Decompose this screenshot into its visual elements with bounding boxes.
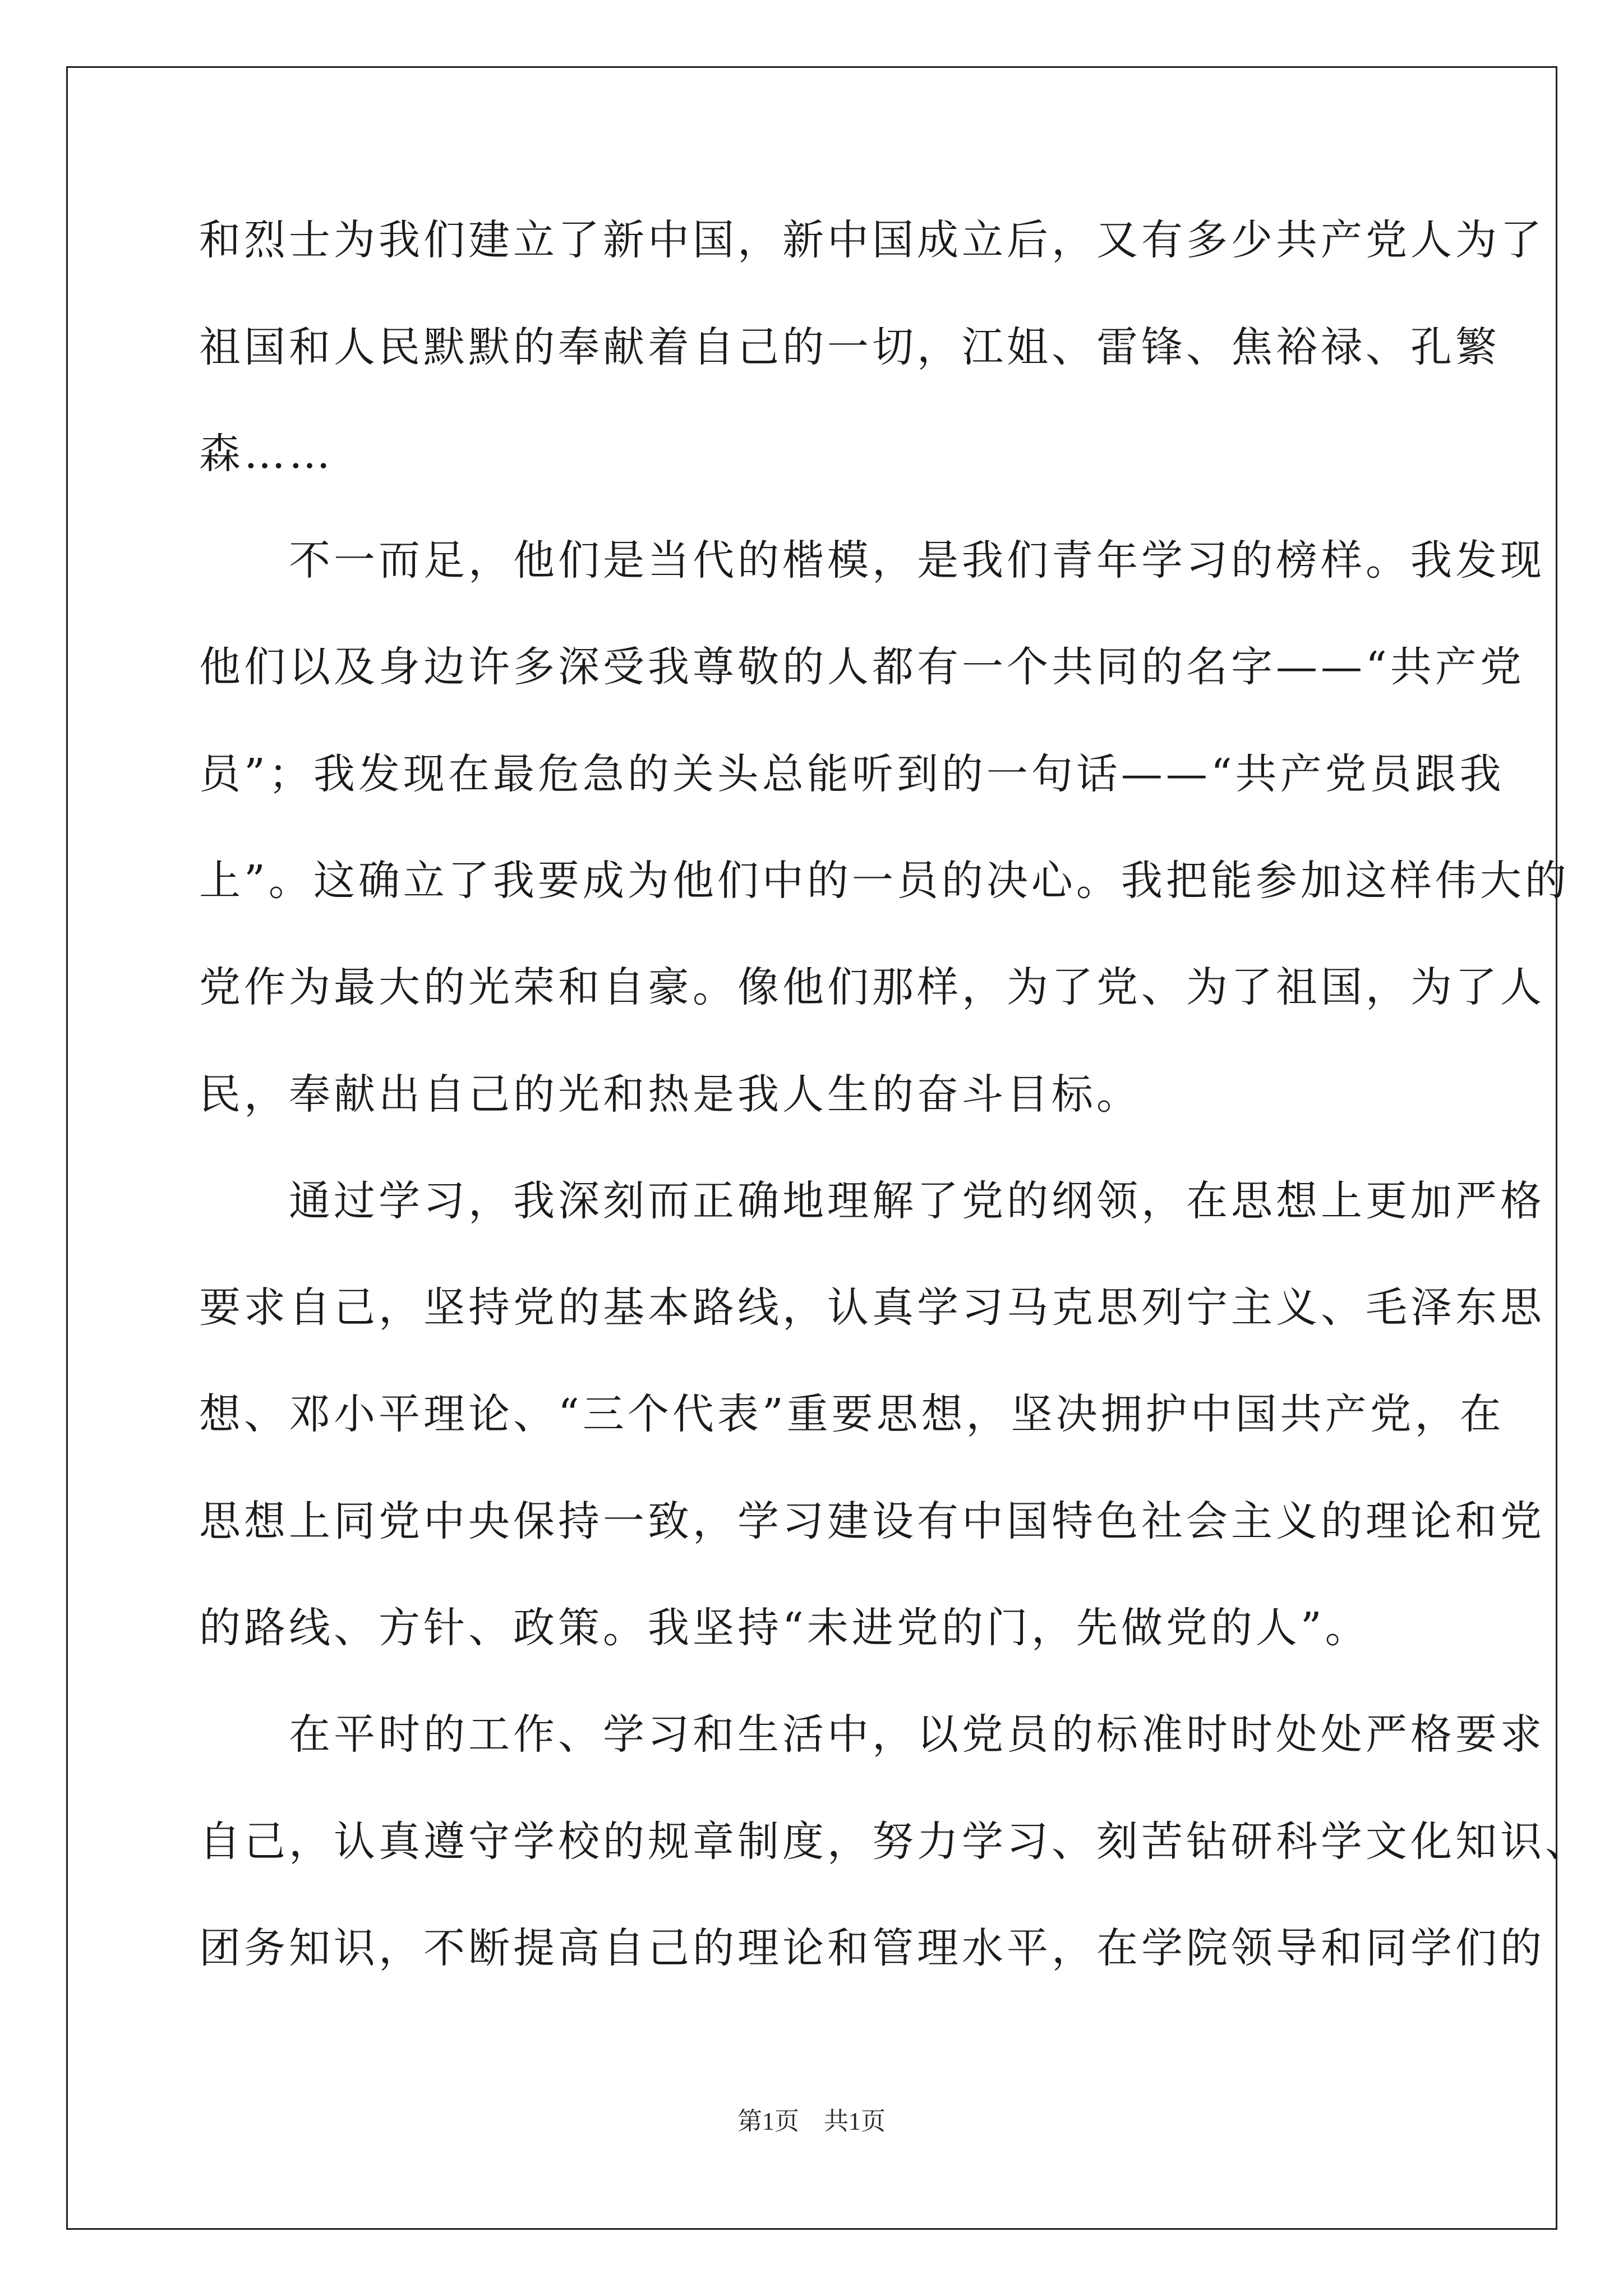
text-line: 要求自己，坚持党的基本路线，认真学习马克思列宁主义、毛泽东思 [199,1283,1545,1332]
text-line: 民，奉献出自己的光和热是我人生的奋斗目标。 [199,1070,1141,1119]
text-line: 员”；我发现在最危急的关头总能听到的一句话——“共产党员跟我 [199,750,1505,798]
text-line: 上”。这确立了我要成为他们中的一员的决心。我把能参加这样伟大的 [199,857,1570,905]
text-line: 通过学习，我深刻而正确地理解了党的纲领，在思想上更加严格 [199,1177,1545,1225]
text-line: 不一而足，他们是当代的楷模，是我们青年学习的榜样。我发现 [199,536,1545,585]
text-line: 自己，认真遵守学校的规章制度，努力学习、刻苦钻研科学文化知识、 [199,1818,1590,1866]
text-line: 在平时的工作、学习和生活中，以党员的标准时时处处严格要求 [199,1710,1545,1759]
text-line: 想、邓小平理论、“三个代表”重要思想，坚决拥护中国共产党，在 [199,1390,1505,1438]
text-line: 他们以及身边许多深受我尊敬的人都有一个共同的名字——“共产党 [199,643,1525,691]
text-line: 团务知识，不断提高自己的理论和管理水平，在学院领导和同学们的 [199,1924,1545,1972]
text-line: 思想上同党中央保持一致，学习建设有中国特色社会主义的理论和党 [199,1497,1545,1545]
text-line: 祖国和人民默默的奉献着自己的一切，江姐、雷锋、焦裕禄、孔繁 [199,323,1500,371]
text-line: 党作为最大的光荣和自豪。像他们那样，为了党、为了祖国，为了人 [199,963,1545,1011]
text-line: 的路线、方针、政策。我坚持“未进党的门，先做党的人”。 [199,1604,1370,1652]
text-line: 和烈士为我们建立了新中国，新中国成立后，又有多少共产党人为了 [199,216,1545,264]
page-footer: 第1页 共1页 [737,2108,886,2135]
page-border [66,66,1557,2230]
text-line: 森…… [199,430,334,478]
